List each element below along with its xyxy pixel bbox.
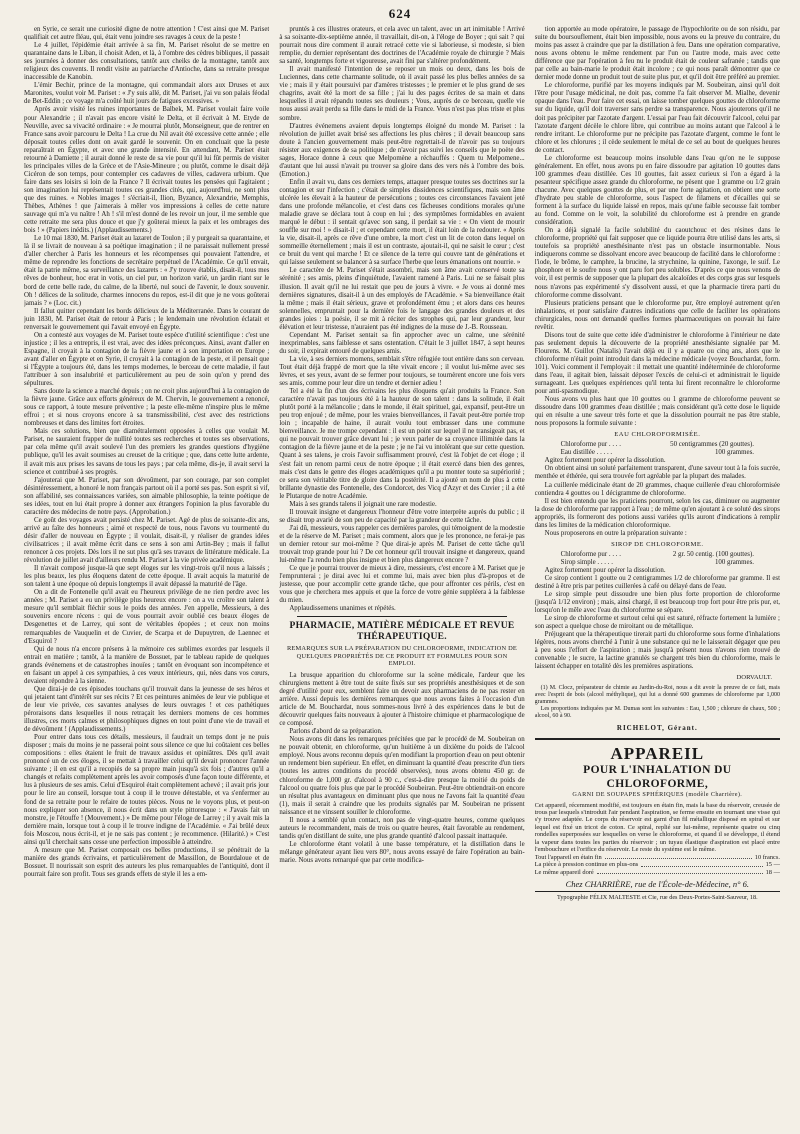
paragraph: pruntés à ces illustres orateurs, et cela avec un talent, avec un art inimitable ! Arrivé à sa soixante-dix-septième année, il travaillait, dit-on, à l'éloge de Boyer ; qui sait ? qui pourrait nous dire comment il aurait retracé cette vie si laborieuse, si modeste, si bien remplie, du dernier représentant des doctrines de l'Académie royale de chirurgie ? Mais sa santé, longtemps forte et vigoureuse, avait fini par s'altérer profondément. <box>279 26 525 66</box>
paragraph: Pour entrer dans tous ces détails, messieurs, il faudrait un temps dont je ne puis disposer ; mais du moins je ne passerai point sous silence ce que lui coûtaient ces belles compositions : elles étaient le fruit de travaux assidus et opiniâtres. Dès qu'il avait prononcé un de ces éloges, il se mettait à travailler celui qu'il devait prononcer l'année suivante ; il en est qu'il a recopiés de sa propre main jusqu'à six fois ; d'autres qu'il a changés et refaits complètement après les avoir composés d'une façon toute différente, et lus à plusieurs de ses amis. Celui d'Esquirol était complètement achevé ; il avait pris jour pour le lire au conseil, lorsque tout à coup il le trouve détestable, et va s'enfermer au fond de sa retraite pour le refaire de toutes pièces. Nous ne le voyons plus, et peut-on nous expliquer son absence, il nous écrit dans un style pittoresque : « J'avais fait un monstre, je l'étouffe ! (Mouvement.) » De même pour l'éloge de Larrey ; il y avait mis la dernière main, lorsque tout à coup il le trouve indigne de l'Académie. « J'ai brûlé deux fois Moscou, nous écrit-il, et je ne sais pas content ; je recommence. (Hilarité.) » C'est ainsi qu'il cherchait sans cesse une perfection impossible à atteindre. <box>24 734 270 846</box>
paragraph: Il nous a semblé qu'un contact, non pas de vingt-quatre heures, comme quelques auteurs le recommandent, mais de trois ou quatre heures, était favorable au rendement, tandis qu'en distillant de suite, une plus grande quantité d'alcool passait inattaquée. <box>279 816 525 840</box>
paragraph: La vie, à ses derniers momens, semblait s'être réfugiée tout entière dans son cerveau. Tout était déjà frappé de mort que la tête vivait encore ; il voulut lui-même avec ses lèvres, et ses yeux, avant de se fermer pour toujours, se tournèrent encore une fois vers ses amis, comme pour leur dire un tendre et dernier adieu ! <box>279 355 525 388</box>
formula-row-label: Eau distillée . . . . . <box>560 449 613 457</box>
paragraph: Il avait manifesté l'intention de se reposer un mois ou deux, dans les bois de Luciennes, dans cette charmante solitude, où il avait passé les plus belles années de sa vie ; mais il y était poursuivi par d'amères tristesses ; le premier et le plus grand de ses chagrins, avait été la mort de sa fille ; j'ai lu des pages écrites de sa main et dans lesquelles il avait répandu toutes ses douleurs ; Vous, auprès de ce berceau, quelle vie nous aussi avait perdu sa fille dans le midi de la France. Vous n'est pas plus triste et plus sombre. <box>279 66 525 122</box>
column-2-article-end <box>279 26 524 613</box>
column-3 <box>535 26 780 1116</box>
ad-description: Cet appareil, récemment modifié, est toujours en étain fin, mais la base du réservoir, creusée de trous par lesquels s'introduit l'air pendant l'aspiration, se ferme ensuite en tournant une visse qui s'y trouve adaptée. Le corps du réservoir est garni d'un fil métallique disposé en spiral et sur lequel est fixé un tricot de coton. Ce spiral, replié sur lui-même, représente quatre ou cinq rondelles superposées sur lesquelles on verse le chloroforme, et quand il se développe, il étend la vapeur dans toutes les parties du réservoir ; un tuyau élastique d'aspiration est placé entre l'embouchure et l'orifice du réservoir. Le reste du système est le même. <box>534 801 780 854</box>
paragraph: Le caractère de M. Pariset s'était assombri, mais son âme avait conservé toute sa sérénité ; ses amis, pleins d'inquiétude, l'avaient ramené à Paris. Lui ne se faisait plus illusion. Il avait qu'il ne lui restait que peu de jours à vivre. « Je vous ai donné mes dernières signatures, disait-il à un des employés de l'Académie. » Sa bienveillance était la même ; mais il était sérieux, grave et profondément ému ; et alors dans ces heures solennelles, empruntait pour la dernière fois le langage des grandes douleurs et des grandes joies : la poésie, il se mit à réciter des strophes qui, par leur grandeur, leur élévation et leur tristesse, n'auraient pas été indignes de la muse de J.-B. Rousseau. <box>279 267 525 331</box>
paragraph: Le 4 juillet, l'épidémie était arrivée à sa fin, M. Pariset résolut de se mettre en quarantaine dans le Liban, il choisit Aden, et là, à l'ombre des cèdres bibliques, il passait ses journées à donner des consultations, tantôt aux cheiks de la montagne, tantôt aux religieux des couvents. Il rendit visite au patriarche d'Antioche, dans sa retraite presque inaccessible de Kanobin. <box>24 42 270 82</box>
paragraph: Le sirop simple peut dissoudre une bien plus forte proportion de chloroforme (jusqu'à 1/12 environ) ; mais, ainsi chargé, il est beaucoup trop fort pour être pris pur, et, lorsqu'on le mêle avec l'eau du chloroforme se sépare. <box>534 591 780 615</box>
column-1 <box>24 26 269 1116</box>
price-row-label: Le même appareil doré <box>534 868 594 876</box>
paragraph: L'émir Bechir, prince de la montagne, qui commandait alors aux Druses et aux Maronites, voulut voir M. Pariset : « J'y suis allé, dit M. Pariset, j'ai vu son palais féodal de Bet-Eddin ; ce voyage m'a coûté huit jours de fatigues excessives. » <box>24 82 270 106</box>
formula-row-label: Chloroforme pur . . . . <box>560 550 621 558</box>
formula-row <box>535 551 780 559</box>
paragraph: Il fallut quitter cependant les bords délicieux de la Méditerranée. Dans le courant de juin 1830, M. Pariset était de retour à Paris ; le lendemain une révolution éclatait et renversait le gouvernement qui l'avait envoyé en Égypte. <box>24 307 270 331</box>
article-columns <box>24 26 780 1116</box>
formula-title-eau: EAU CHLOROFORMISÉE. <box>614 431 701 439</box>
paragraph: Agitez fortement pour opérer la dissolution. <box>544 457 666 465</box>
paragraph: Nous proposerons en outre la préparation suivante : <box>544 529 687 537</box>
pharmacy-article <box>279 672 524 865</box>
paragraph: Mais à ses grands talens il joignait une rare modestie. <box>289 500 437 508</box>
column-3-text-a <box>535 26 780 428</box>
paragraph: Nous avons vu plus haut que 10 gouttes ou 1 gramme de chloroforme peuvent se dissoudre dans 100 grammes d'eau distillée ; mais considérant qu'à cette dose le liquide qui en résulte a une saveur très forte et que la dissolution pourrait ne pas être stable, nous proposons la formule suivante : <box>534 396 780 428</box>
formula-row <box>535 449 780 457</box>
paragraph: Le 10 mai 1830, M. Pariset était au lazaret de Toulon ; il y purgeait sa quarantaine, et là il se livrait de nouveau à sa poétique imagination ; il ne paraissait nullement pressé d'aller chercher à Paris les honneurs et les récompenses qui pouvaient l'attendre, et même de reprendre les fonctions de secrétaire perpétuel de l'Académie. Ce qu'il envait, était la patrie même, sa surveillance des lazarets : « J'y trouve établis, disait-il, tous mes rêves de bonheur, hoc erat in votis, un ciel pur, un horizon varié, un jardin riant sur le bord de cette belle rade, du calme, de la liberté, nul souci de l'avenir, le doux souvenir. Oh ! délices de la solitude, charmes innocens du repos, est-il dit que je ne vous goûterai jamais ? » (Loc. cit.) <box>24 235 270 307</box>
dot-leader <box>597 869 763 875</box>
paragraph: Ce que je pourrai trouver de mieux à dire, messieurs, c'est encore à M. Pariset que je l'emprunterai ; je dirai avec lui et comme lui, mais avec bien plus d'à-propos et de justesse, que pour accomplir cette grande tâche, que pour affronter ces périls, c'est en vous que je cherchera mes appuis et que la force de votre génie suppléera à la faiblesse du mien. <box>279 565 525 605</box>
footnotes <box>535 685 780 720</box>
paragraph: tion apportée au mode opératoire, le passage de l'hypochlorite ou de son résidu, par suite du boursouflement, était bien impossible, nous avons eu la preuve du contraire, du moins pas assez à craindre que par la distillation à feu. Dans une opération comparative, nous avons obtenu le même rendement par l'un ou l'autre mode, mais avec cette différence que par l'opération à feu nu le produit était de couleur safranée ; tandis que par celle au bain-marie le produit était incolore ; ce qui nous paraît démontrer que ce dernier mode donne un produit tout de suite plus pur, et qu'il doit être préféré au premier. <box>534 26 780 82</box>
paragraph: Enfin il avait vu, dans ces derniers temps, attaquer presque toutes ses doctrines sur la contagion et sur l'infection ; c'était de simples dissidences scientifiques, mais son âme ulcérée les élevait à la hauteur de persécutions ; toutes ces circonstances l'avaient jeté dans une profonde mélancolie, et c'est dans ces fâcheuses conditions morales qu'une maladie grave se déclara tout à coup en lui ; des symptômes formidables en avaient marqué le début : il sentait qu'avec son sang, il perdait sa vie : « On vient de mourir souffle sur moi ! » disait-il ; et cependant cette mort, il était loin de la redouter. « Après la vie, disait-il, après ce rêve d'une ombre, la mort c'est un lit de coton dans lequel on sommeille éternellement ; mais il est un contraste, ajoutait-il, qui ne saisit le cœur ; c'est ce bruit du vent qui marche ! Et ce silence de la terre qui couvre tant de générations et qui laisse seulement se balancer à sa surface l'herbe que leurs émanations ont nourrie. » <box>279 178 525 267</box>
formula-sirop-chloroforme <box>535 551 780 567</box>
paragraph: en Syrie, ce serait une curiosité digne de notre attention ! C'est ainsi que M. Pariset qualifiait cet autre fléau, qui, était venu joindre ses ravages à ceux de la peste ! <box>24 26 270 42</box>
formula-row-value: 100 grammes. <box>714 558 754 566</box>
paragraph: A mesure que M. Pariset composait ces belles productions, il se pénétrait de la manière des grands écrivains, et particulièrement de Massillon, de Bourdaloue et de Bossuet. Il nourissait son esprit des auteurs les plus remarquables de l'antiquité, dont il pourrait faire son profit. Tous ses grands effets de style il les a em- <box>24 846 270 878</box>
formula-row-value: 100 grammes. <box>714 449 754 457</box>
paragraph: Sans doute la science a marché depuis ; on ne croit plus aujourd'hui à la contagion de la fièvre jaune. Grâce aux efforts généreux de M. Chervin, le gouvernement a renoncé, sous ce rapport, à toute mesure préventive ; la peste elle-même n'inspire plus le même effroi ; et si nous croyons encore à sa transmissibilité, c'est avec des restrictions nombreuses et dans des limites fort étroites. <box>24 388 270 428</box>
dot-leader <box>605 854 752 860</box>
paragraph: J'ai dû, messieurs, vous rappeler ces dernières paroles, qui témoignent de la modestie et de la réserve de M. Pariset ; mais comment, alors que je les prononce, ne ferai-je pas un dernier retour sur moi-même ? Que dirai-je après M. Pariset de cette tâche qu'il trouvait trop grande pour lui ? De cet honneur qu'il trouvait insigne et dangereux, quand lui-même l'a rendu bien plus insigne et bien plus dangereux encore ? <box>279 524 525 565</box>
paragraph: D'autres événemens avaient depuis longtemps éloigné du monde M. Pariset : la révolution de juillet avait brisé ses affections les plus chères ; il devait beaucoup sans doute à l'ancien gouvernement mais peut-être regrettait-il de n'avoir pas su toujours résister aux exigences de sa politique ; de n'avoir pas suivi les conseils que le poète des sages, Horace donne à ceux que Melpomène a réchauffés : Quem tu Melpomene... d'autant que lui aussi n'avait pu trouver sa gloire dans des vers nés à l'ombre des bois. (Emotion.) <box>279 122 525 178</box>
paragraph: La cuillerée médicinale étant de 20 grammes, chaque cuillerée d'eau chloroformisée contiendra 4 gouttes ou 1 décigramme de chloroforme. <box>534 481 780 497</box>
paragraph: Plusieurs praticiens pensant que le chloroforme pur, être employé autrement qu'en inhalations, et pour satisfaire d'autres indications que celle de faciliter les opérations chirurgicales, nous ont demandé quelles formes pharmaceutiques on pouvait lui faire revêtir. <box>534 299 780 331</box>
column-3-text-c <box>535 567 780 672</box>
paragraph: Parlons d'abord de sa préparation. <box>289 728 383 736</box>
paragraph: Le chloroforme est beaucoup moins insoluble dans l'eau qu'on ne le suppose généralement. En effet, nous avons pu en faire dissoudre par agitation 10 gouttes dans 100 grammes d'eau distillée. Ces 10 gouttes, fait assez curieux si l'on a égard à la pesanteur spécifique assez grande du chloroforme, ne pèsent que 1 gramme ou 1/2 grain chacune. Avec quelques gouttes de plus, et par une forte agitation, on obtient une sorte d'hydrate peu stable de chloroforme, sous l'aspect de filamens et d'écailles qui se forment à la surface du liquide laissé en repos, mais qu'une faible secousse fait tomber au fond. Comme on le voit, la solubilité du chloroforme est à prendre en grande considération. <box>534 154 780 227</box>
ad-caption: GARNI DE SOUPAPES SPHÉRIQUES (modèle Charrière). <box>572 790 743 798</box>
paragraph: Les proportions indiquées par M. Dumas sont les suivantes : Eau, 1,500 ; chlorure de chaux, 500 ; alcool, 60 à 90. <box>534 705 780 719</box>
paragraph: Nous avons dit dans les remarques précitées que par le procédé de M. Soubeiran on ne pouvait obtenir, en chloroforme, qu'un huitième à un dixième du poids de l'alcool employé. Nous avons reconnu depuis qu'en modifiant la proportion d'eau on peut obtenir un rendement bien supérieur. En effet, en diminuant la quantité d'eau prescrite d'un tiers (toutes les autres conditions du procédé observées), nous avons obtenu 450 gr. de chloroforme de 1,000 gr. d'alcool à 90 c., c'est-à-dire presque la moitié du poids de l'alcool ou quatre fois plus que par le procédé Soubeiran. Peut-être obtiendrait-on encore un résultat plus avantageux en diminuant plus que nous ne l'avons fait la quantité d'eau (1), mais il serait à craindre que les produits signalés par M. Soubeiran ne prissent naissance et ne vinssent souiller le chloroforme. <box>279 736 525 816</box>
paragraph: Tel a été la fin d'un des écrivains les plus éloquens qu'ait produits la France. Son caractère n'avait pas toujours été à la hauteur de son talent : dans la solitude, il était plutôt porté à la mélancolie ; dans le monde, il était spirituel, gai, expansif, peut-être un peu trop enjoué ; de même, pour les vraies bienveillances, il l'avait peut-être portée trop loin ; incapable de haine, il aurait voulu tout embrasser dans une commune bienveillance. Je me trompe cependant : il est un point sur lequel il ne transigeait pas, et qui ne pouvait trouver grâce devant lui ; je veux parler de sa croyance illimitée dans la contagion de la fièvre jaune et de la peste ; je ne l'ai vu intolérant que sur cette question. Quant à ses talens, je crois l'avoir suffisamment prouvé, c'est là l'objet de cet éloge ; il s'est fait un renom parmi ceux de notre époque ; il était exercé dans bien des genres, mais c'est dans le genre des éloges académiques qu'il a pu monter toute sa supériorité ; ce sera son véritable titre de gloire dans la postérité. Il a ajouté un nom de plus à cette brillante dynastie des Fontenelle, des Condorcet, des Vicq d'Azyr et des Cuvier ; il a été le Plutarque de notre Académie. <box>279 388 525 500</box>
section-title: PHARMACIE, MATIÈRE MÉDICALE ET REVUE THÉRAPEUTIQUE. <box>289 621 515 643</box>
formula-row-label: Sirop simple . . . . . <box>560 558 613 566</box>
formula-eau-chloroformisee <box>535 441 780 457</box>
formula-row-value: 2 gr. 50 centig. (100 gouttes). <box>672 550 754 558</box>
paragraph: Préjugeant que la thérapeutique tirerait parti du chloroforme sous forme d'inhalations légères, nous avons cherché à l'unir à une substance qui ne le laisserait dégager que peu à peu sous l'effort de l'aspiration ; mais jusqu'à présent nous n'avons rien trouvé de convenable ; le sucre, la lactine granulés se chargent très bien du chloroforme, mais le laissent échapper en totalité dès les premières aspirations. <box>534 631 780 671</box>
column-3-text-b <box>535 457 780 537</box>
gerant-line: RICHELOT, Gérant. <box>616 723 698 732</box>
price-row-value: 15 — <box>765 861 780 869</box>
paragraph: Cependant M. Pariset sentait sa fin approcher avec un calme, une sérénité inexprimables, sans faiblesse et sans ostentation. C'était le 3 juillet 1847, à sept heures du soir, il expirait entouré de quelques amis. <box>279 331 525 355</box>
formula-row <box>535 441 780 449</box>
paragraph: J'ajouterai que M. Pariset, par son dévoûment, par son courage, par son complet désintéressement, a honoré le nom français partout où il a porté ses pas. Son esprit si vif, son affabilité, ses connaissances variées, son aimable philosophie, la teinte poétique de ses idées, tout en lui était propre à donner aux étrangers l'opinion la plus favorable du caractère des médecins de notre pays. (Approbation.) <box>24 476 270 516</box>
paragraph: Le chloroforme étant volatil à une basse température, et la distillation dans le mélange générateur ayant lieu vers 80°, nous avons essayé de faire l'opération au bain-marie. Nous avons remarqué que par cette modifica- <box>279 840 525 864</box>
column-2 <box>279 26 524 1116</box>
paragraph: On a dit de Fontenelle qu'il avait eu l'heureux privilège de ne rien perdre avec les années ; M. Pariset a eu un privilège plus heureux encore : on a vu croître son talent à mesure qu'il semblait fléchir sous le poids des années. J'en appelle, Messieurs, à des souvenirs encore récens : qui de vous pourrait avoir oublié ces beaux éloges de Desgenettes et de Larrey, qui sont de véritables épopées ; et ceux non moins remarquables de Vauquelin et de Cuvier, de Scarpa et de Dupuytren, de Laennec et d'Esquirol ? <box>24 589 270 645</box>
paragraph: Ce sirop contient 1 goutte ou 2 centigrammes 1/2 de chloroforme par gramme. Il est destiné à être pris par petites cuillerées à café ou délayé dans de l'eau. <box>534 574 780 590</box>
section-divider <box>297 616 506 617</box>
price-row-label: Tout l'appareil en étain fin <box>534 853 602 861</box>
price-row <box>535 861 780 869</box>
formula-row-label: Chloroforme pur . . . . <box>560 441 621 449</box>
advertisement <box>535 738 780 903</box>
paragraph: Ce goût des voyages avait persisté chez M. Pariset. Agé de plus de soixante-dix ans, arrivé au faîte des honneurs ; aimé et respecté de tous, nous l'avons vu tourmenté du désir d'aller de nouveau en Égypte ; il voulait, disait-il, y réaliser de grandes idées civilisatrices ; il avait même écrit dans ce sens à son ami Artin-Bey ; mais il fallut renoncer à ces projets. Dès lors il ne sut plus qu'à ses travaux de littérature médicale. La révolution de juillet avait d'ailleurs rendu M. Pariset à la vie privée académique. <box>24 516 270 565</box>
paragraph: La brusque apparition du chloroforme sur la scène médicale, l'ardeur que les chirurgiens mettent à être tout de suite fixés sur ses propriétés anesthésiques et de son degré d'utilité pour eux, semblent faire un devoir aux pharmaciens de ne pas rester en arrière. Aussi depuis les dernières remarques que nous avons faites à l'occasion d'un article de M. Bouchardat, nous sommes-nous livré à des expériences dans le but de découvrir quelques faits nouveaux à ajouter à l'histoire chimique et pharmacologique de ce composé. <box>279 671 525 728</box>
paragraph: Après avoir visité les ruines importantes de Balbek, M. Pariset voulait faire voile pour Alexandrie ; il n'avait pas encore visité le Delta, et il écrivait à M. Etyde de Neuville, avec sa vivacité ordinaire : « Je mourrai plutôt, Monseigneur, que de rentrer en France sans avoir parcouru le Delta ! La crue du Nil avait été excessive cette année ; elle déposait toutes celles dont on avait gardé le souvenir. On en concluait que la peste reparaîtrait en Égypte, et avec une grande intensité. En attendant, M. Pariset était retourné à Damiette ; il aurait donné le reste de sa vie pour qu'il lui fût permis de visiter les principales villes de la Grèce et de l'Asie-Mineure ; ou plutôt, comme le disait déjà Cicéron de son temps, pour contempler ces cadavres de villes, cadavera urbium. Que faire dans ses loisirs si loin de la France ? Il écrivait toutes les pensées qui l'agitaient ; son imagination lui représentait toutes ces grandes cités, qui, aujourd'hui, ne sont plus que des ruines. « Nobles images ! s'écriait-il, Ilion, Byzance, Alexandrie, Memphis, Thèbes, Athènes ! que j'aimerais à mêler vos impressions à celles de cette nature sauvage qui m'a vu naître ! Ah ! s'il m'est donné de les revoir un jour, il me semble que cette retraite me sera plus douce et que j'y goûterai mieux la paix et les ombrages des bois ! » (Papiers inédits.) (Applaudissements.) <box>24 106 270 235</box>
paragraph: Il est bien entendu que les praticiens pourront, selon les cas, diminuer ou augmenter la dose de chloroforme par rapport à l'eau ; de même qu'en ajoutant à ce soluté des sirops appropriés, ils formeront des potions aussi variées qu'ils auront d'indications à remplir dans les limites de la médication chloroformique. <box>534 497 780 529</box>
price-row <box>535 869 780 877</box>
paragraph: Il n'avait composé jusque-là que sept éloges sur les vingt-trois qu'il nous a laissés ; les plus beaux, les plus éloquens datent de cette époque. Il avait acquis la maturité de son talent à une époque où depuis longtemps il avait dépassé la maturité de l'âge. <box>24 565 270 589</box>
page-number: 624 <box>388 6 412 21</box>
author-signature: DORVAULT. <box>736 673 772 681</box>
ad-price-list <box>535 854 780 877</box>
dot-leader <box>641 861 762 867</box>
paragraph: Que dirai-je de ces épisodes touchans qu'il trouvait dans la jeunesse de ses héros et qui jetaient tant d'intérêt sur ses récits ? Et ces peintures animées de leur vie publique et de leur vie privée, ces savantes analyses de leurs ouvrages ! et ces pathétiques péroraisons dans lesquelles il nous retraçait les derniers momens de ces hommes illustres, ces morts calmes et philosophiques dignes en tout point d'une vie de travail et de dévoûment ! (Applaudissements.) <box>24 685 270 734</box>
paragraph: Agitez fortement pour opérer la dissolution. <box>544 566 666 574</box>
printer-line: Typographie FÉLIX MALTESTE et Cie, rue des Deux-Portes-Saint-Sauveur, 18. <box>535 891 780 902</box>
paragraph: Qui de nous n'a encore présens à la mémoire ces sublimes exordes par lesquels il entrait en matière ; tantôt, à la manière de Bossuet, par le tableau rapide de quelques grands événemens et de catastrophes inouïes ; tantôt en évoquant son incompétence et en faisant un appel à ces sympathies, à ces vœux intérieurs, qui, nées dans vos cœurs, devaient répondre à la sienne. <box>24 645 270 685</box>
ad-title: APPAREIL <box>610 743 705 763</box>
price-row-value: 10 francs. <box>754 853 780 861</box>
paragraph: Disons tout de suite que cette idée d'administrer le chloroforme à l'intérieur ne date pas seulement depuis la découverte de la propriété anesthésiante signalée par M. Flourens. M. Guillot (Natalis) l'avait déjà eu il y a quatre ou cinq ans, alors que le chloroforme n'était point introduit dans la médecine médicale (voyez Bouchardat, form. 101). Voici comment il l'employait : il mettait une quantité indéterminée de chloroforme dans l'eau, il agitait bien, laissait déposer l'excès de celui-ci et administrait le liquide surnageant. Les quelques expériences qu'il tenta lui firent reconnaître le chloroforme pour anti-spasmodique. <box>534 331 780 396</box>
paragraph: Il trouvait insigne et dangereux l'honneur d'être votre interprète auprès du public ; il se disait trop avarié de son peu de capacité par la grandeur de cette tâche. <box>279 508 525 524</box>
ad-subtitle: POUR L'INHALATION DU CHLOROFORME, <box>583 763 732 790</box>
paragraph: Le chloroforme, purifié par les moyens indiqués par M. Soubeiran, ainsi qu'il doit l'être pour l'usage médicinal, ne doit pas, comme l'a fait observer M. Mialhe, devenir opaque dans l'eau. Pour faire cet essai, on laisse tomber quelques gouttes de chloroforme sur du liquide, qu'il doit traverser sans perdre sa transparence. Nous ajouterons qu'il ne doit pas précipiter par l'azotate d'argent. L'essai par l'eau fait découvrir l'alcool, celui par l'azotate d'argent décèle le chlore libre, qui contribue au moins autant que l'alcool à le rendre irritant. Le chloroforme pur ne précipite pas l'azotate d'argent, comme le font le chlore et les chlorures ; il cède seulement le métal de ce sel au bout de quelques heures de contact. <box>534 82 780 154</box>
formula-row-value: 50 centigrammes (20 gouttes). <box>670 441 754 449</box>
section-subtitle: REMARQUES SUR LA PRÉPARATION DU CHLOROFORME, INDICATION DE QUELQUES PROPRIÉTÉS DE CE PRODUIT ET FORMULES POUR SON EMPLOI. <box>286 645 518 668</box>
paragraph: On obtient ainsi un soluté parfaitement transparent, d'une saveur tout à la fois sucrée, menthée et éthérée, qui sera trouvée fort agréable par la plupart des malades. <box>534 465 780 481</box>
price-row-label: La pièce à pression continue en plus-ons <box>534 861 639 869</box>
price-row <box>535 854 780 862</box>
formula-title-sirop: SIROP DE CHLOROFORME. <box>611 540 704 548</box>
paragraph: Le sirop de chloroforme et surtout celui qui est saturé, réfracte fortement la lumière ; son aspect a quelque chose de miroitant ou de métallique. <box>534 615 780 631</box>
formula-row <box>535 559 780 567</box>
paragraph: Applaudissemens unanimes et répétés. <box>289 605 396 613</box>
paragraph: Mais ces solutions, bien que diamétralement opposées à celles que voulait M. Pariset, ne sauraient frapper de nullité toutes ses recherches et toutes ses observations, par cela même qu'il avait soulevé l'un des premiers les grandes questions d'hygiène publique, qu'il les avait soumises au creuset de la critique ; que, dans cette lutte ardente, il avait mis aux prises les savans de tous les pays ; par cela même, dis-je, il avait servi la science et contribué à ses progrès. <box>24 428 270 476</box>
ad-address: Chez CHARRIÈRE, rue de l'École-de-Médecine, n° 6. <box>565 879 750 890</box>
paragraph: (1) M. Clocz, préparateur de chimie au Jardin-du-Roi, nous a dit avoir la preuve de ce fait, mais avec l'esprit de bois (alcool méthylique), qui lui a donné 600 grammes de chloroforme par 1,000 grammes. <box>534 684 780 705</box>
price-row-value: 18 — <box>765 868 780 876</box>
paragraph: On a contesté aux voyages de M. Pariset toute espèce d'utilité scientifique : c'est une injustice ; il les a entrepris, il est vrai, avec des idées préconçues. Ainsi, avant d'aller en Espagne, il croyait à la contagion de la fièvre jaune et à son importation en Europe ; avant d'aller en Égypte et en Syrie, il croyait à la contagion de la peste, et il pensait que si l'Égypte a toujours été, dans les temps modernes, le berceau de cette maladie, il faut l'attribuer à son insalubrité et particulièrement au peu de soin qu'on y prend des sépultures. <box>24 331 270 388</box>
paragraph: On a déjà signalé la facile solubilité du caoutchouc et des résines dans le chloroforme, propriété qui fait supposer que ce liquide pourra être utilisé dans les arts, si toutefois sa propriété anesthésinante n'est pas un obstacle insurmontable. Nous indiquerons comme se dissolvant encore avec beaucoup de facilité dans le chloroforme : l'iode, le brôme, le camphre, la brucine, la strychnine, la quinine, l'axonge, le suif. Le phosphore et le soufre nous y ont paru fort peu solubles. D'après ce que nous venons de voir, il est permis de supposer que la plupart des alcaloïdes et des corps gras sur lesquels nous n'avons pas expérimenté s'y dissolvent aussi, et que la pharmacie tirera parti du chloroforme comme dissolvant. <box>534 227 780 299</box>
